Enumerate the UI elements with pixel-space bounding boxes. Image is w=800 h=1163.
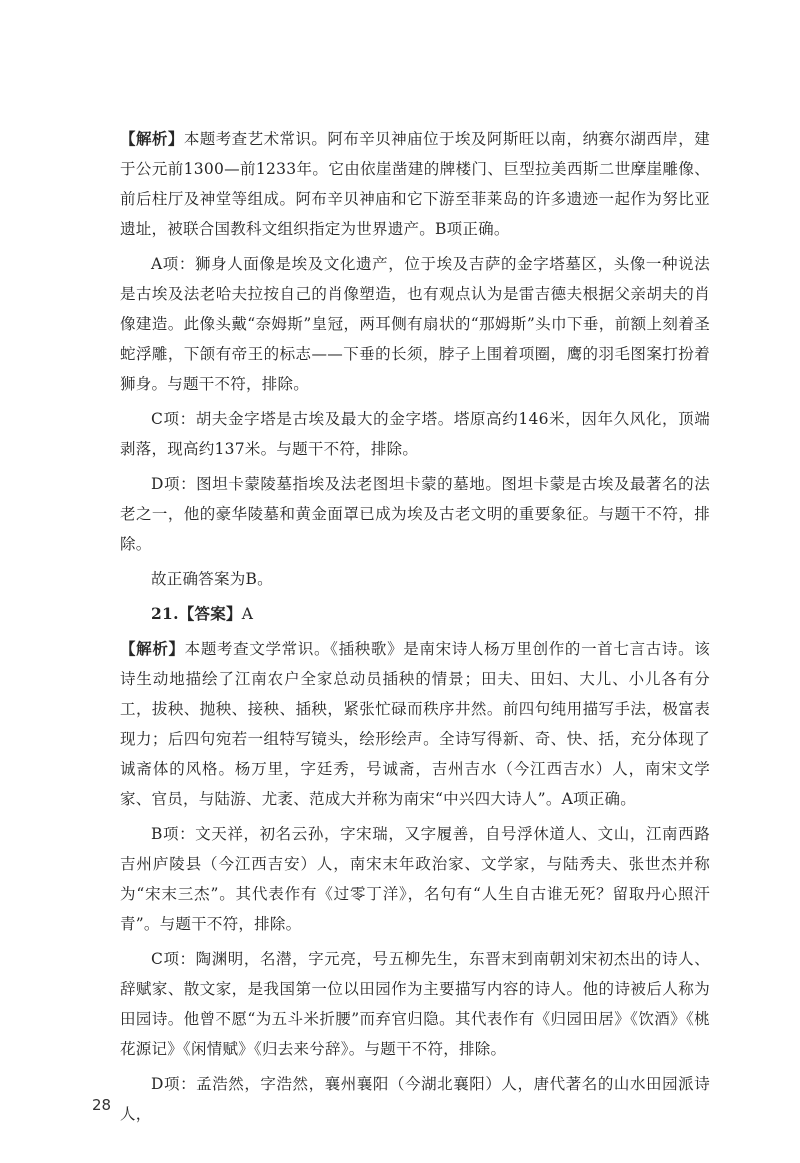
answer-value: A <box>241 605 254 623</box>
option-c-paragraph-21 <box>120 944 710 1064</box>
option-d-paragraph <box>120 469 710 559</box>
page-body <box>120 124 710 1134</box>
page-number: 28 <box>92 1096 112 1114</box>
answer-21-paragraph <box>120 599 710 629</box>
paragraph-text: C项：胡夫金字塔是古埃及最大的金字塔。塔原高约146米，因年久风化，顶端剥落，现高约137米。与题干不符，排除。 <box>120 410 710 458</box>
analysis-paragraph-21 <box>120 634 710 814</box>
paragraph-text: D项：孟浩然，字浩然，襄州襄阳（今湖北襄阳）人，唐代著名的山水田园派诗人， <box>120 1075 710 1123</box>
option-a-paragraph <box>120 249 710 399</box>
paragraph-text: 本题考查文学常识。《插秧歌》是南宋诗人杨万里创作的一首七言古诗。该诗生动地描绘了江南农户全家总动员插秧的情景；田夫、田妇、大儿、小儿各有分工，拔秧、抛秧、接秧、插秧，紧张忙碌而秩序井然。前四句纯用描写手法，极富表现力；后四句宛若一组特写镜头，绘形绘声。全诗写得新、奇、快、括，充分体现了诚斋体的风格。杨万里，字廷秀，号诚斋，吉州吉水（今江西吉水）人，南宋文学家、官员，与陆游、尤袤、范成大并称为南宋“中兴四大诗人”。A项正确。 <box>120 640 710 808</box>
analysis-tag: 【解析】 <box>120 129 184 148</box>
analysis-paragraph-20 <box>120 124 710 244</box>
paragraph-text: D项：图坦卡蒙陵墓指埃及法老图坦卡蒙的墓地。图坦卡蒙是古埃及最著名的法老之一，他的豪华陵墓和黄金面罩已成为埃及古老文明的重要象征。与题干不符，排除。 <box>120 475 710 553</box>
answer-tag: 21.【答案】 <box>151 604 242 623</box>
paragraph-text: A项：狮身人面像是埃及文化遗产，位于埃及吉萨的金字塔墓区，头像一种说法是古埃及法老哈夫拉按自己的肖像塑造，也有观点认为是雷吉德夫根据父亲胡夫的肖像建造。此像头戴“奈姆斯”皇冠，两耳侧有扇状的“那姆斯”头巾下垂，前额上刻着圣蛇浮雕，下颌有帝王的标志——下垂的长须，脖子上围着项圈，鹰的羽毛图案打扮着狮身。与题干不符，排除。 <box>120 255 710 393</box>
paragraph-text: C项：陶渊明，名潜，字元亮，号五柳先生，东晋末到南朝刘宋初杰出的诗人、辞赋家、散文家，是我国第一位以田园作为主要描写内容的诗人。他的诗被后人称为田园诗。他曾不愿“为五斗米折腰”而弃官归隐。其代表作有《归园田居》《饮酒》《桃花源记》《闲情赋》《归去来兮辞》。与题干不符，排除。 <box>120 950 710 1058</box>
option-c-paragraph <box>120 404 710 464</box>
paragraph-text: 本题考查艺术常识。阿布辛贝神庙位于埃及阿斯旺以南，纳赛尔湖西岸，建于公元前1300—前1233年。它由依崖凿建的牌楼门、巨型拉美西斯二世摩崖雕像、前后柱厅及神堂等组成。阿布辛贝神庙和它下游至菲莱岛的许多遗迹一起作为努比亚遗址，被联合国教科文组织指定为世界遗产。B项正确。 <box>120 130 710 238</box>
conclusion-paragraph <box>120 564 710 594</box>
paragraph-text: B项：文天祥，初名云孙，字宋瑞，又字履善，自号浮休道人、文山，江南西路吉州庐陵县（今江西吉安）人，南宋末年政治家、文学家，与陆秀夫、张世杰并称为“宋末三杰”。其代表作有《过零丁洋》，名句有“人生自古谁无死？留取丹心照汗青”。与题干不符，排除。 <box>120 825 710 933</box>
option-b-paragraph <box>120 819 710 939</box>
option-d-paragraph-21 <box>120 1069 710 1129</box>
analysis-tag: 【解析】 <box>120 639 185 658</box>
paragraph-text: 故正确答案为B。 <box>151 570 273 588</box>
